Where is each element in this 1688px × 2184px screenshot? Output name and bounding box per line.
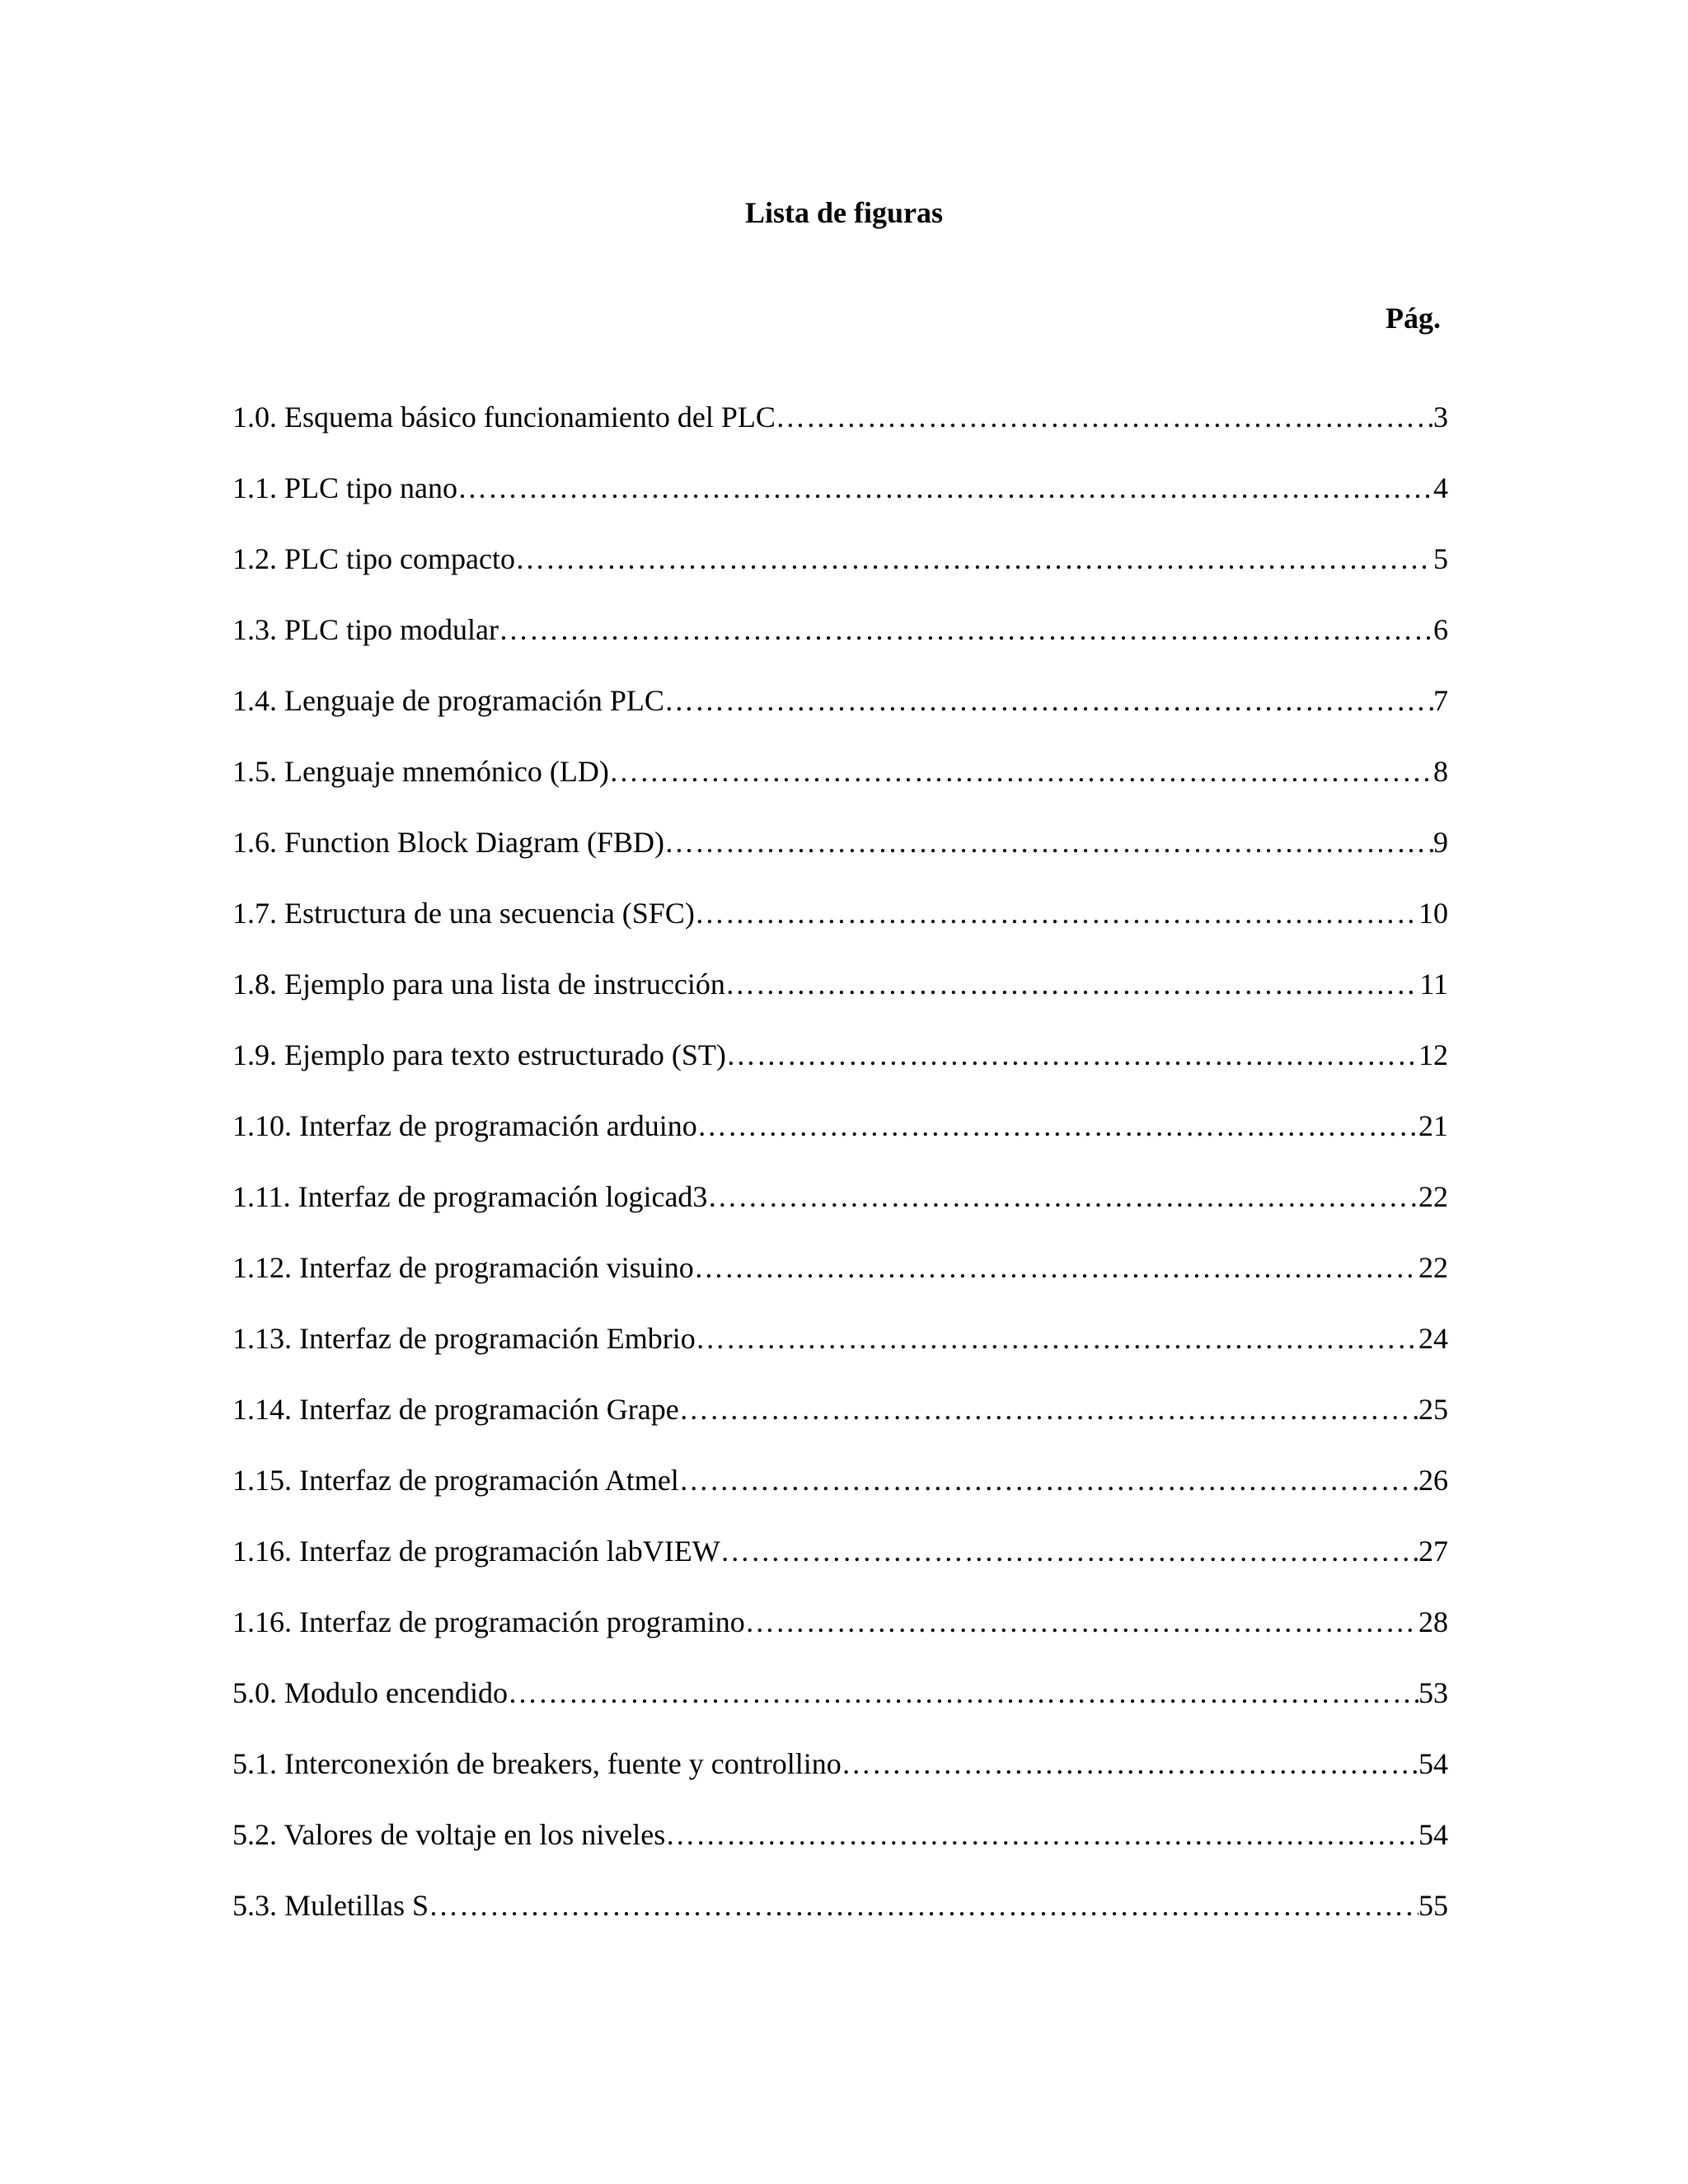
figure-label: 1.13. Interfaz de programación Embrio [232, 1322, 696, 1355]
dot-leader [679, 1388, 1418, 1431]
figure-list-item[interactable] [232, 1246, 1448, 1317]
dot-leader [725, 963, 1419, 1005]
figure-list-item[interactable] [232, 1459, 1448, 1530]
dot-leader [609, 750, 1433, 793]
figure-page-number: 54 [1418, 1747, 1448, 1780]
figure-label: 1.10. Interfaz de programación arduino [232, 1109, 697, 1142]
figure-page-number: 6 [1433, 613, 1448, 646]
page-title: Lista de figuras [744, 196, 943, 229]
figure-page-number: 26 [1418, 1464, 1448, 1497]
figure-list-item[interactable] [232, 1175, 1448, 1246]
dot-leader [695, 892, 1418, 935]
figure-label: 5.3. Muletillas S [232, 1889, 429, 1922]
dot-leader [664, 821, 1433, 864]
figure-list-item[interactable] [232, 679, 1448, 750]
dot-leader [726, 1033, 1418, 1076]
figure-list-item[interactable] [232, 1317, 1448, 1388]
figure-page-number: 4 [1433, 471, 1448, 504]
dot-leader [665, 1813, 1418, 1856]
dot-leader [457, 466, 1433, 509]
figure-list-item[interactable] [232, 1601, 1448, 1671]
figure-list-item[interactable] [232, 1033, 1448, 1104]
dot-leader [515, 537, 1433, 580]
figure-page-number: 22 [1418, 1180, 1448, 1213]
figure-label: 1.0. Esquema básico funcionamiento del PLC [232, 401, 776, 434]
figure-page-number: 9 [1433, 826, 1448, 859]
figure-page-number: 21 [1418, 1109, 1448, 1142]
figure-label: 5.1. Interconexión de breakers, fuente y controllino [232, 1747, 842, 1780]
figure-label: 1.2. PLC tipo compacto [232, 542, 515, 575]
figure-list-item[interactable] [232, 1671, 1448, 1742]
dot-leader [664, 679, 1433, 722]
dot-leader [707, 1175, 1418, 1218]
figure-label: 5.2. Valores de voltaje en los niveles [232, 1818, 666, 1851]
dot-leader [697, 1104, 1418, 1147]
figure-label: 1.14. Interfaz de programación Grape [232, 1393, 679, 1426]
dot-leader [429, 1884, 1418, 1927]
figure-label: 1.11. Interfaz de programación logicad3 [232, 1180, 708, 1213]
figure-label: 1.3. PLC tipo modular [232, 613, 499, 646]
figure-page-number: 12 [1418, 1038, 1448, 1071]
figure-page-number: 11 [1419, 968, 1448, 1001]
figure-page-number: 24 [1418, 1322, 1448, 1355]
figure-label: 1.7. Estructura de una secuencia (SFC) [232, 897, 695, 930]
figure-list-item[interactable] [232, 821, 1448, 892]
figure-page-number: 10 [1418, 897, 1448, 930]
figure-list [232, 396, 1448, 1955]
dot-leader [508, 1671, 1418, 1714]
figure-list-item[interactable] [232, 750, 1448, 821]
figure-list-item[interactable] [232, 1813, 1448, 1884]
figure-page-number: 5 [1433, 542, 1448, 575]
figure-list-item[interactable] [232, 963, 1448, 1033]
figure-label: 1.4. Lenguaje de programación PLC [232, 684, 664, 717]
dot-leader [745, 1601, 1418, 1643]
figure-list-item[interactable] [232, 892, 1448, 963]
figure-page-number: 22 [1418, 1251, 1448, 1284]
figure-list-item[interactable] [232, 1884, 1448, 1955]
figure-label: 1.15. Interfaz de programación Atmel [232, 1464, 679, 1497]
figure-list-item[interactable] [232, 1104, 1448, 1175]
figure-page-number: 55 [1418, 1889, 1448, 1922]
figure-label: 5.0. Modulo encendido [232, 1676, 508, 1709]
figure-label: 1.16. Interfaz de programación programino [232, 1605, 745, 1638]
figure-list-item[interactable] [232, 1530, 1448, 1601]
figure-page-number: 28 [1418, 1605, 1448, 1638]
figure-label: 1.6. Function Block Diagram (FBD) [232, 826, 664, 859]
figure-list-item[interactable] [232, 608, 1448, 679]
dot-leader [694, 1246, 1418, 1289]
figure-label: 1.8. Ejemplo para una lista de instrucción [232, 968, 725, 1001]
figure-list-item[interactable] [232, 466, 1448, 537]
figure-label: 1.16. Interfaz de programación labVIEW [232, 1535, 720, 1568]
figure-page-number: 3 [1433, 401, 1448, 434]
dot-leader [842, 1742, 1418, 1785]
figure-page-number: 53 [1418, 1676, 1448, 1709]
dot-leader [499, 608, 1433, 651]
figure-label: 1.5. Lenguaje mnemónico (LD) [232, 755, 609, 788]
dot-leader [776, 396, 1433, 438]
figure-label: 1.12. Interfaz de programación visuino [232, 1251, 694, 1284]
figure-label: 1.9. Ejemplo para texto estructurado (ST) [232, 1038, 726, 1071]
dot-leader [696, 1317, 1418, 1360]
figure-page-number: 25 [1418, 1393, 1448, 1426]
figure-list-item[interactable] [232, 537, 1448, 608]
figure-label: 1.1. PLC tipo nano [232, 471, 458, 504]
figure-list-item[interactable] [232, 1742, 1448, 1813]
figure-page-number: 7 [1433, 684, 1448, 717]
dot-leader [679, 1459, 1418, 1502]
page-number-column-header: Pág. [1386, 302, 1441, 335]
figure-page-number: 27 [1418, 1535, 1448, 1568]
figure-page-number: 54 [1418, 1818, 1448, 1851]
figure-list-item[interactable] [232, 1388, 1448, 1459]
figure-page-number: 8 [1433, 755, 1448, 788]
figure-list-item[interactable] [232, 396, 1448, 466]
dot-leader [720, 1530, 1418, 1572]
